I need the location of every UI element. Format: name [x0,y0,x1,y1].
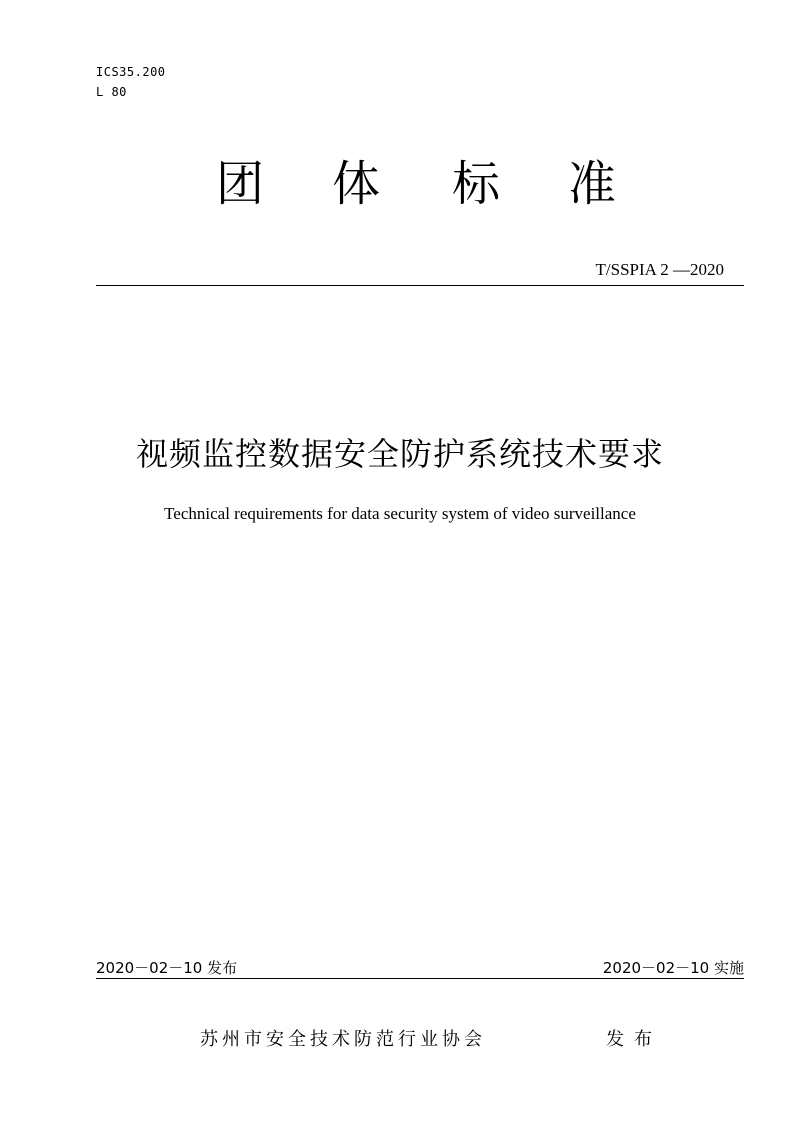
ccs-code: L 80 [96,85,127,99]
standard-type-char: 标 [451,156,500,212]
document-title-chinese: 视频监控数据安全防护系统技术要求 [135,435,664,473]
standard-code: T/SSPIA 2 —2020 [595,260,724,279]
standard-type-char: 准 [567,156,616,212]
dates-divider [96,978,744,979]
implementation-date: 2020－02－10 实施 [602,959,744,977]
issue-action: 发布 [606,1029,662,1050]
standard-type-char: 团 [215,156,264,212]
classification-codes [96,62,166,102]
document-title-english: Technical requirements for data security system of video surveillance [164,504,636,523]
issuing-organization: 苏州市安全技术防范行业协会 [200,1029,486,1050]
header-divider [96,285,744,286]
publish-date: 2020－02－10 发布 [96,959,238,977]
ics-code: ICS35.200 [96,65,166,79]
standard-type-char: 体 [331,156,380,212]
standard-type-heading [0,152,800,216]
